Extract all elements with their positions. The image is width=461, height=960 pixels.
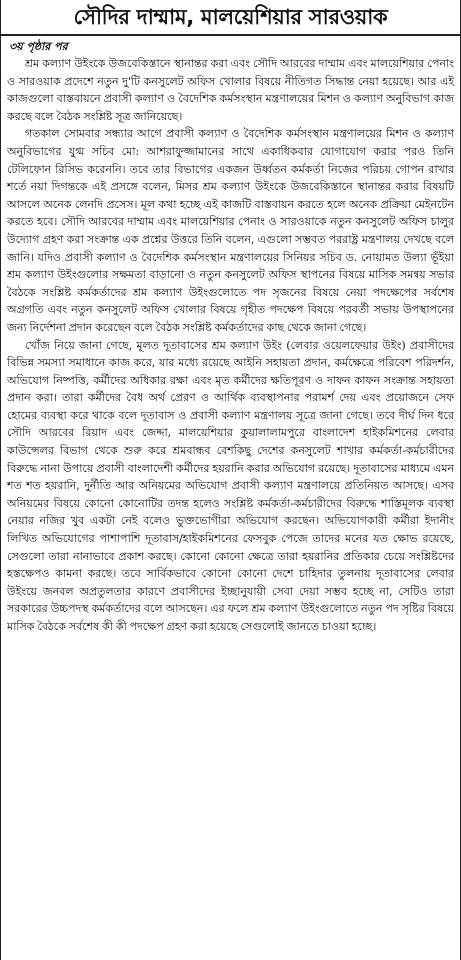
- paragraph-1: শ্রম কল্যাণ উইংকে উজবেকিস্তানে স্থানান্তর করা এবং সৌদি আরবের দাম্মাম এবং মালয়েশিয়ার পেনাং ও সারওয়াক প্রদেশে নতুন দু'টি কনসুলেট অফিস খোলার বিষয়ে নীতিগত সিদ্ধান্ত নেয়া হয়েছে। আর এই কাজগুলো বাস্তবায়নে প্রবাসী কল্যাণ ও বৈদেশিক কর্মসংস্থান মন্ত্রণালয়ের মিশন ও কল্যাণ অনুবিভাগ কাজ করছে বলে বৈঠক সংশ্লিষ্ট সূত্র জানিয়েছে।: [7, 57, 454, 123]
- paragraph-3: খোঁজ নিয়ে জানা গেছে, মূলত দূতাবাসের শ্রম কল্যাণ উইং (লেবার ওয়েলফেয়ার উইং) প্রবাসীদের বিভিন্ন সমস্যা সমাধানে কাজ করে, যার মধ্যে রয়েছে আইনি সহায়তা প্রদান, কর্মক্ষেত্রে পরিবেশ পরিদর্শন, অভিযোগ নিষ্পত্তি, কর্মীদের অধিকার রক্ষা এবং মৃত কর্মীদের ক্ষতিপূরণ ও দাফন কাফন সংক্রান্ত সহায়তা প্রদান করা। তারা কর্মীদের বৈধ অর্থ প্রেরণ ও আর্থিক ব্যবস্থাপনার পরামর্শ দেয় এবং প্রয়োজনে সেফ হোমের ব্যবস্থা করে থাকে বলে দূতাবাস ও প্রবাসী কল্যাণ মন্ত্রণালয় সূত্রে জানা গেছে। তবে দীর্ঘ দিন ধরে সৌদি আরবের রিয়াদ এবং জেদ্দা, মালয়েশিয়ার কুয়ালালামপুরে বাংলাদেশ হাইকমিশনের লেবার কাউন্সেলর বিভাগ থেকে শুরু করে শ্রমবান্ধব বেশকিছু দেশের কনসুলেট শাখার কর্মকর্তা-কর্মচারীদের বিরুদ্ধে নানা উপায়ে প্রবাসী বাংলাদেশী কর্মীদের হয়রানি করার অভিযোগ রয়েছে। দূতাবাসের মাধ্যমে এমন শত শত হয়রানি, দুর্নীতি আর অনিয়মের অভিযোগ প্রবাসী কল্যাণ মন্ত্রণালয়ে প্রতিনিয়ত আসছে। এসব অনিয়মের বিষয়ে কোনো কোনোটির তদন্ত হলেও সংশ্লিষ্ট কর্মকর্তা-কর্মচারীদের বিরুদ্ধে শাস্তিমূলক ব্যবস্থা নেয়ার নজির খুব একটা নেই বলেও ভুক্তভোগীরা অভিযোগ করছেন। অভিযোগকারী কর্মীরা ইদানীং লিখিত অভিযোগের পাশাপাশি দূতাবাস/হাইকমিশনের ফেসবুক পেজে তাদের মনের যত ক্ষোভ রয়েছে, সেগুলো তারা নানাভাবে প্রকাশ করছে। কোনো কোনো ক্ষেত্রে তারা হয়রানির প্রতিকার চেয়ে সংশ্লিষ্টদের হস্তক্ষেপও কামনা করছে। তবে সার্বিকভাবে কোনো কোনো দেশে চাহিদার তুলনায় দূতাবাসের লেবার উইংয়ে জনবল অপ্রতুলতার কারণে প্রবাসীদের ইচ্ছানুযায়ী সেবা দেয়া সম্ভব হচ্ছে না, সেটিও তারা সরকারের উচ্চপদস্থ কর্মকর্তাদের বলে আসছেন। এর ফলে শ্রম কল্যাণ উইংগুলোতে নতুন পদ সৃষ্টির বিষয়ে মাসিক বৈঠকে সর্বশেষ কী কী পদক্ষেপ গ্রহণ করা হয়েছে সেগুলোই জানতে চাওয়া হচ্ছে।: [7, 338, 454, 633]
- article-body: [1, 55, 460, 636]
- paragraph-2: গতকাল সোমবার সন্ধ্যার আগে প্রবাসী কল্যাণ ও বৈদেশিক কর্মসংস্থান মন্ত্রণালয়ের মিশন ও কল্যাণ অনুবিভাগের যুগ্ম সচিব মো: আশরাফুজ্জামানের সাথে একাধিকবার যোগাযোগ করার পরও তিনি টেলিফোন রিসিভ করেননি। তবে তার বিভাগের একজন উর্ধ্বতন কর্মকর্তা নিজের পরিচয় গোপন রাখার শর্তে নয়া দিগন্তকে এই প্রসঙ্গে বলেন, মিসর শ্রম কল্যাণ উইংকে উজবেকিস্তানে স্থানান্তর করার বিষয়টি আসলে অনেক লেনদি প্রসেস। মূল কথা হচ্ছে এই কাজটি বাস্তবায়ন করতে হলে অনেক প্রক্রিয়া মেইনটেন করতে হবে। সৌদি আরবের দাম্মাম এবং মালয়েশিয়ার পেনাং ও সারওয়াকে নতুন কনসুলেট অফিস চালুর উদ্যোগ গ্রহণ করা সংক্রান্ত এক প্রশ্নের উত্তরে তিনি বলেন, এগুলো সম্ভবত পররাষ্ট্র মন্ত্রণালয় দেখছে বলে জানি। যদিও প্রবাসী কল্যাণ ও বৈদেশিক কর্মসংস্থান মন্ত্রণালয়ের সিনিয়র সচিব ড. নোয়ামত উল্যা ভূঁইয়া শ্রম কল্যাণ উইংগুলোর সক্ষমতা বাড়ানো ও নতুন কনসুলেট অফিস স্থাপনের বিষয়ে মাসিক সমন্বয় সভার বৈঠকে সংশ্লিষ্ট কর্মকর্তাদের শ্রম কল্যাণ উইংগুলোতে পদ সৃজনের বিষয়ে নেয়া পদক্ষেপের সর্বশেষ অগ্রগতি এবং নতুন কনসুলেট অফিস খোলার বিষয়ে গৃহীত পদক্ষেপ বিষয়ে পরবর্তী সভায় উপস্থাপনের জন্য নির্দেশনা প্রদান করেছেন বলে বৈঠক সংশ্লিষ্ট কর্মকর্তাদের কাছ থেকে জানা গেছে।: [7, 127, 454, 334]
- jump-label: ৩য় পৃষ্ঠার পর: [9, 40, 68, 53]
- headline-rule: [1, 34, 460, 36]
- headline: সৌদির দাম্মাম, মালয়েশিয়ার সারওয়াক: [73, 5, 388, 29]
